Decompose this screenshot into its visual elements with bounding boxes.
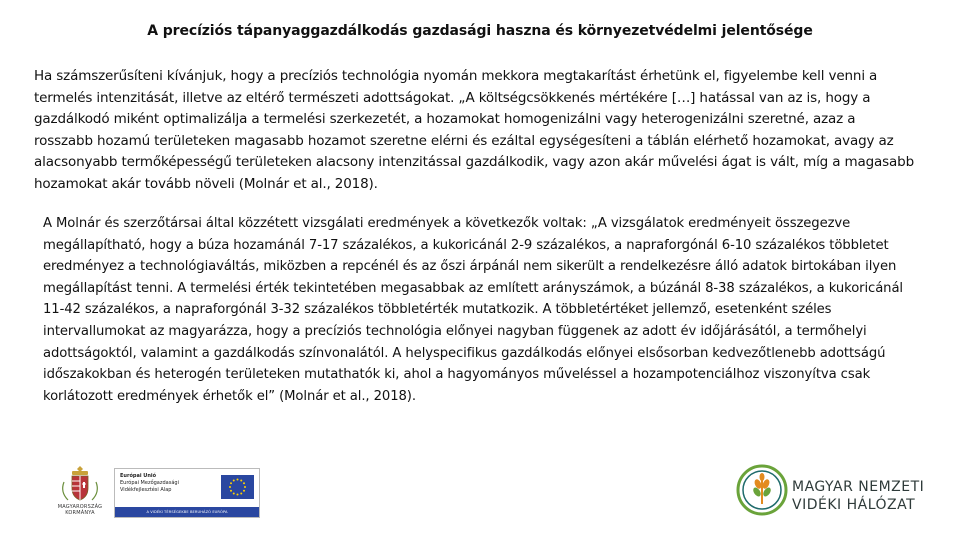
eu-flag-icon <box>221 475 254 499</box>
network-logo <box>736 460 936 520</box>
eu-star-icon <box>233 493 235 495</box>
eu-star-icon <box>230 490 232 492</box>
network-name-line-2: VIDÉKI HÁLÓZAT <box>792 497 916 513</box>
wheat-leaf-logo-icon <box>736 464 788 516</box>
coat-of-arms-icon <box>50 464 110 520</box>
eu-line-2: Európai Mezőgazdasági <box>120 480 179 486</box>
eu-star-icon <box>243 482 245 484</box>
page-title: A precíziós tápanyaggazdálkodás gazdasági haszna és környezetvédelmi jelentősége <box>147 23 813 39</box>
network-name <box>792 478 932 514</box>
eu-star-icon <box>237 479 239 481</box>
eu-fund-text <box>120 473 220 494</box>
eu-star-icon <box>240 493 242 495</box>
eu-star-icon <box>243 490 245 492</box>
eu-star-icon <box>244 486 246 488</box>
eu-line-1: Európai Unió <box>120 473 157 479</box>
government-label: MAGYARORSZÁG KORMÁNYA <box>57 504 103 516</box>
results-paragraph: A Molnár és szerzőtársai által közzétett vizsgálati eredmények a következők voltak: „A vizsgálatok eredményeit összegezve megállapítható, hogy a búza hozamánál 7-17 százalékos, a kukoricánál 2-9 százalékos, a napraforgónál 6-10 százalékos többletet eredményez a technológiaváltás, miközben a repcénél és az őszi árpánál nem sikerült a rendelkezésre álló adatok birtokában ilyen megállapítást tenni. A termelési érték tekintetében megasabbak az említett arányszámok, a búzánál 8-38 százalékos, a kukoricánál 11-42 százalékos, a napraforgónál 3-32 százalékos többletérték mutatkozik. A többletértéket jellemző, esetenként széles intervallumokat az magyarázza, hogy a precíziós technológia előnyei nagyban függenek az adott év időjárásától, a termőhelyi adottságoktól, valamint a gazdálkodás színvonalától. A helyspecifikus gazdálkodás előnyei elsősorban kedvezőtlenebb adottságú időszakokban és heterogén területeken mutathatók ki, ahol a hagyományos műveléssel a hozampotenciálhoz viszonyítva csak korlátozott eredmények érhetők el” (Molnár et al., 2018). <box>43 216 903 404</box>
eu-star-icon <box>237 494 239 496</box>
eu-star-icon <box>233 480 235 482</box>
funding-logos <box>50 464 228 520</box>
eu-star-icon <box>240 480 242 482</box>
eu-star-icon <box>230 482 232 484</box>
eu-bar-text: A VIDÉKI TÉRSÉGEKBE BERUHÁZÓ EURÓPA <box>115 507 259 517</box>
intro-paragraph: Ha számszerűsíteni kívánjuk, hogy a precíziós technológia nyomán mekkora megtakarítást érhetünk el, figyelembe kell venni a termelés intenzitását, illetve az eltérő természeti adottságokat. „A költségcsökkenés mértékére […] hatással van az is, hogy a gazdálkodó miként optimalizálja a termelési szerkezetét, a hozamokat homogenizálni vagy heterogenizálni szeretné, azaz a rosszabb hozamú területeken magasabb hozamot szeretne elérni és ezáltal egységesíteni a táblán elérhető hozamokat, avagy az alacsonyabb termőképességű területeken alacsony intenzitással gazdálkodik, vagy azon akár művelési ágat is vált, míg a magasabb hozamokat akár tovább növeli (Molnár et al., 2018). <box>34 68 914 192</box>
eu-star-icon <box>229 486 231 488</box>
network-name-line-1: MAGYAR NEMZETI <box>792 479 925 495</box>
eu-line-3: Vidékfejlesztési Alap <box>120 487 172 493</box>
eu-fund-badge <box>114 468 260 518</box>
